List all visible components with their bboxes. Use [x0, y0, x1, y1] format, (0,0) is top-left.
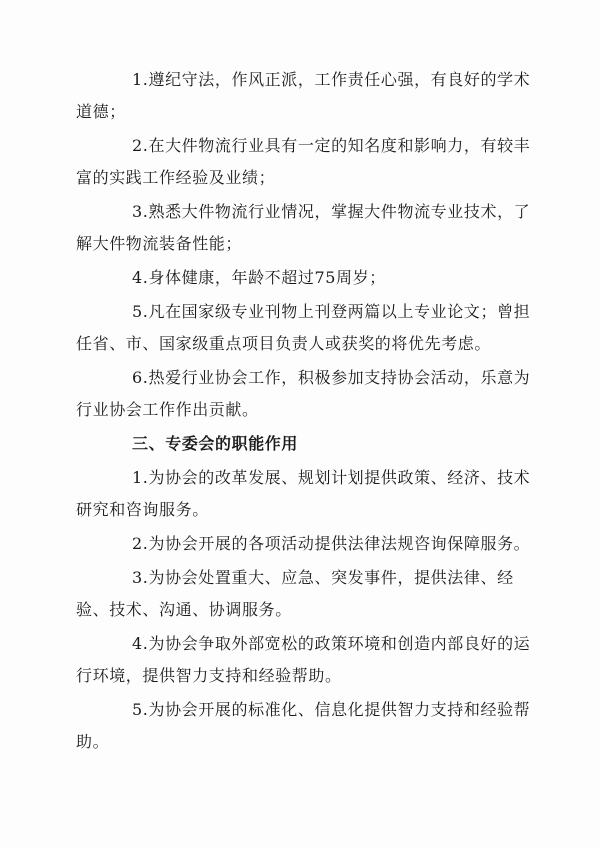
function-item-4: 4.为协会争取外部宽松的政策环境和创造内部良好的运行环境，提供智力支持和经验帮助。: [76, 634, 531, 685]
function-item-5: 5.为协会开展的标准化、信息化提供智力支持和经验帮助。: [76, 700, 531, 751]
document-body: [76, 64, 546, 760]
requirement-item-1: 1.遵纪守法，作风正派，工作责任心强，有良好的学术道德；: [76, 70, 531, 121]
requirement-item-5: 5.凡在国家级专业刊物上刊登两篇以上专业论文；曾担任省、市、国家级重点项目负责人或获奖的将优先考虑。: [76, 302, 531, 353]
function-item-2: 2.为协会开展的各项活动提供法律法规咨询保障服务。: [132, 534, 531, 553]
requirement-item-4: 4.身体健康，年龄不超过75周岁；: [132, 268, 386, 287]
requirement-item-3: 3.熟悉大件物流行业情况，掌握大件物流专业技术，了解大件物流装备性能；: [76, 202, 531, 253]
requirement-item-2: 2.在大件物流行业具有一定的知名度和影响力，有较丰富的实践工作经验及业绩；: [76, 136, 531, 187]
function-item-3: 3.为协会处置重大、应急、突发事件，提供法律、经验、技术、沟通、协调服务。: [76, 568, 514, 619]
requirement-item-6: 6.热爱行业协会工作，积极参加支持协会活动，乐意为行业协会工作作出贡献。: [76, 368, 531, 419]
section-heading: 三、专委会的职能作用: [132, 434, 299, 453]
function-item-1: 1.为协会的改革发展、规划计划提供政策、经济、技术研究和咨询服务。: [76, 468, 531, 519]
